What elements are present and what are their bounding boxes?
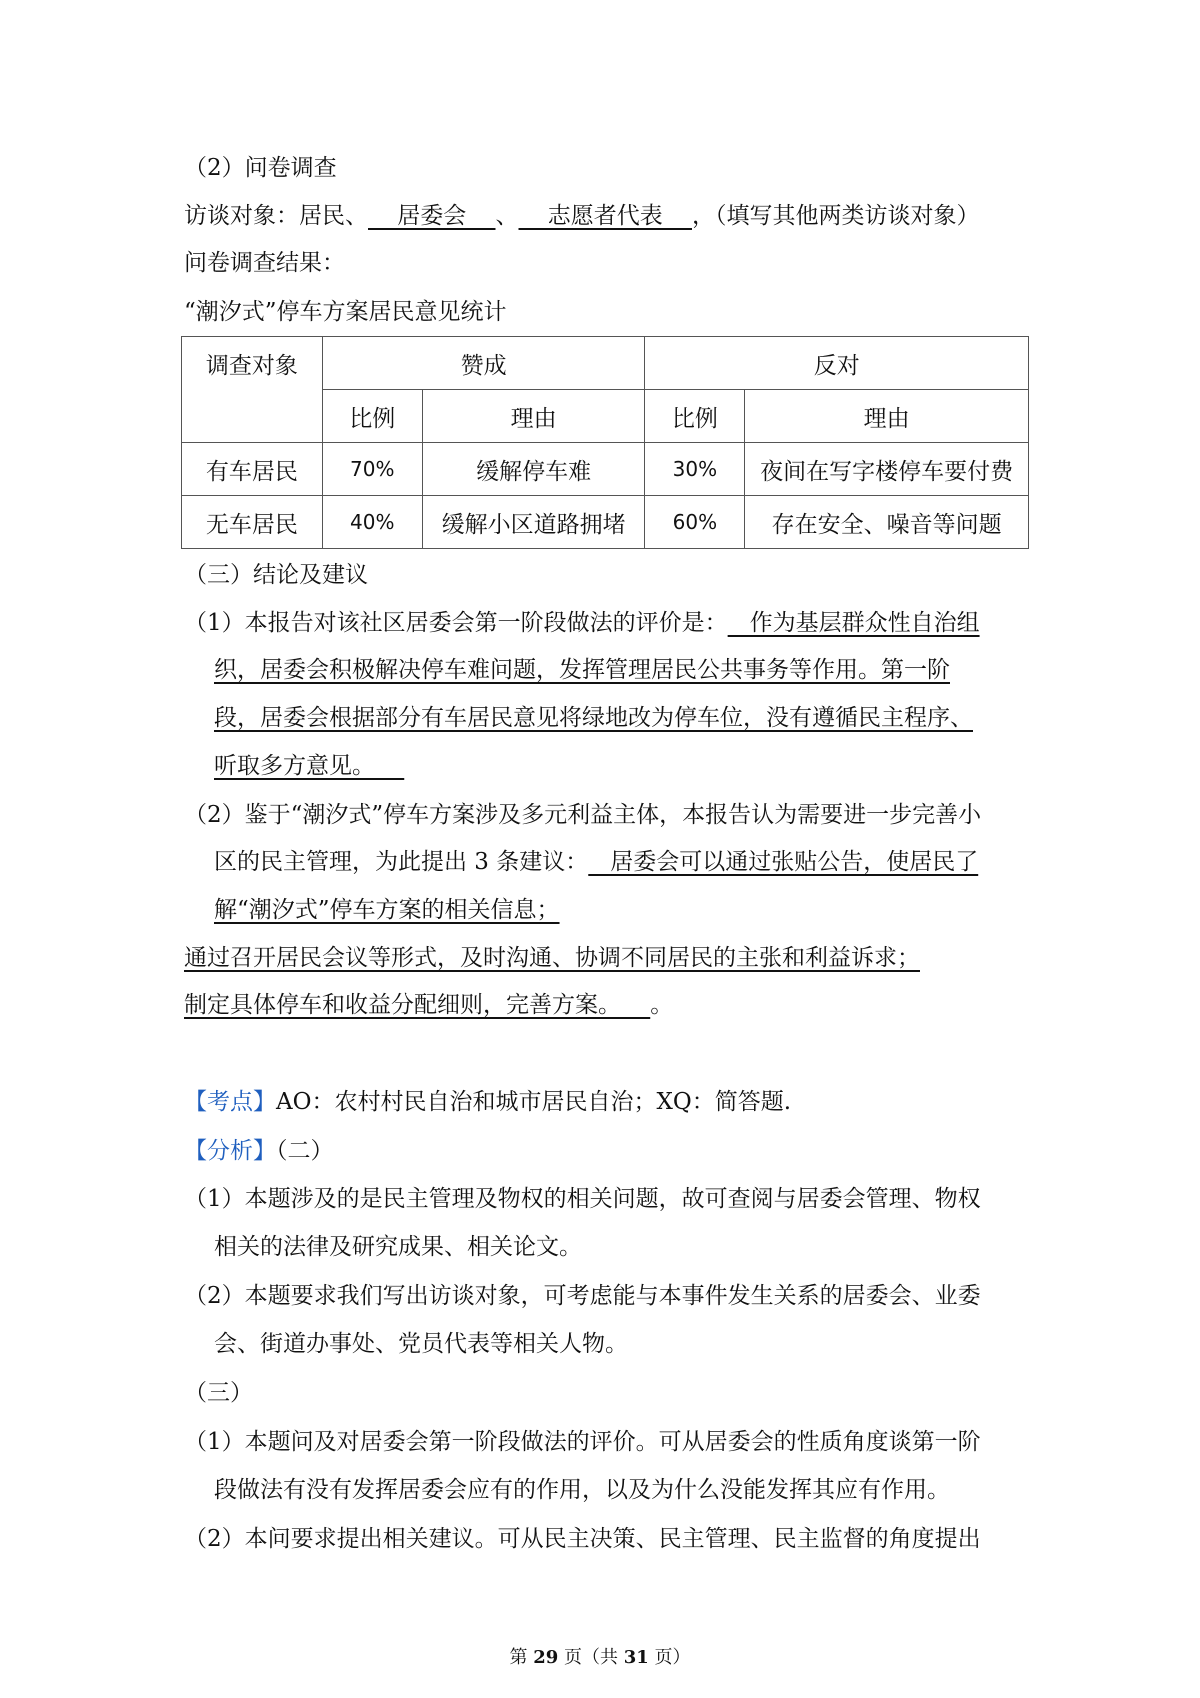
analysis-p5-line-1: （2）本问要求提出相关建议。可从民主决策、民主管理、民主监督的角度提出	[184, 1526, 981, 1552]
analysis-p1-line-1: （1）本题涉及的是民主管理及物权的相关问题，故可查阅与居委会管理、物权	[184, 1186, 981, 1212]
table-header-row	[182, 337, 1029, 390]
interview-answer-2: 志愿者代表	[518, 203, 692, 229]
header-subject: 调查对象	[182, 337, 323, 443]
kaodian-label: 【考点】	[184, 1089, 276, 1115]
row-oppose-reason: 存在安全、噪音等问题	[745, 496, 1029, 549]
interview-answer-1: 居委会	[368, 203, 496, 229]
section2-heading: （2）问卷调查	[184, 155, 337, 181]
analysis-p4-line-1: （1）本题问及对居委会第一阶段做法的评价。可从居委会的性质角度谈第一阶	[184, 1429, 981, 1455]
analysis-p4-line-2: 段做法有没有发挥居委会应有的作用，以及为什么没能发挥其应有作用。	[214, 1477, 950, 1503]
kaodian-line	[184, 1087, 791, 1117]
q2-end: 。	[650, 992, 674, 1018]
q1-line-1	[184, 608, 980, 638]
fenxi-label: 【分析】	[184, 1138, 276, 1164]
row-subject: 无车居民	[182, 496, 323, 549]
subheader-oppose-ratio: 比例	[645, 390, 745, 443]
footer-total-pages: 31	[623, 1647, 649, 1668]
subheader-agree-reason: 理由	[422, 390, 645, 443]
q1-prefix: （1）本报告对该社区居委会第一阶段做法的评价是：	[184, 610, 728, 636]
footer-page-number: 29	[533, 1647, 559, 1668]
analysis-p1-line-2: 相关的法律及研究成果、相关论文。	[214, 1234, 582, 1260]
analysis-p2-line-2: 会、街道办事处、党员代表等相关人物。	[214, 1331, 628, 1357]
result-label: 问卷调查结果：	[184, 250, 345, 276]
section3-heading: （三）结论及建议	[184, 562, 368, 588]
interview-line	[184, 201, 980, 231]
q1-answer-part-4: 听取多方意见。	[214, 753, 405, 779]
q1-answer-part-2: 织，居委会积极解决停车难问题，发挥管理居民公共事务等作用。第一阶	[214, 657, 950, 683]
footer-mid: 页（共	[558, 1647, 624, 1668]
fenxi-text: （二）	[276, 1138, 334, 1164]
q1-answer-part-3: 段，居委会根据部分有车居民意见将绿地改为停车位，没有遵循民主程序、	[214, 705, 973, 731]
header-agree: 赞成	[322, 337, 645, 390]
q2-prefix: 区的民主管理，为此提出 3 条建议：	[214, 849, 589, 875]
q2-answer-part-2: 解“潮汐式”停车方案的相关信息；	[214, 897, 560, 923]
row-agree-ratio: 70%	[322, 443, 422, 496]
survey-table	[181, 336, 1029, 549]
q2-answer-part-1: 居委会可以通过张贴公告，使居民了	[588, 849, 979, 875]
q2-line-1: （2）鉴于“潮汐式”停车方案涉及多元利益主体，本报告认为需要进一步完善小	[184, 802, 982, 828]
row-oppose-reason: 夜间在写字楼停车要付费	[745, 443, 1029, 496]
row-agree-reason: 缓解停车难	[422, 443, 645, 496]
row-subject: 有车居民	[182, 443, 323, 496]
q1-answer-part-1: 作为基层群众性自治组	[727, 610, 980, 636]
interview-prefix: 访谈对象：居民、	[184, 203, 368, 229]
q2-line-5	[184, 990, 673, 1020]
table-row	[182, 496, 1029, 549]
table-row	[182, 443, 1029, 496]
row-agree-ratio: 40%	[322, 496, 422, 549]
row-oppose-ratio: 30%	[645, 443, 745, 496]
analysis-p2-line-1: （2）本题要求我们写出访谈对象，可考虑能与本事件发生关系的居委会、业委	[184, 1283, 981, 1309]
row-oppose-ratio: 60%	[645, 496, 745, 549]
subheader-oppose-reason: 理由	[745, 390, 1029, 443]
subheader-agree-ratio: 比例	[322, 390, 422, 443]
interview-suffix: ，（填写其他两类访谈对象）	[692, 203, 980, 229]
table-title: “潮汐式”停车方案居民意见统计	[184, 299, 507, 325]
footer-pre: 第	[509, 1647, 534, 1668]
fenxi-line	[184, 1136, 334, 1166]
q2-answer-part-4: 制定具体停车和收益分配细则，完善方案。	[184, 992, 651, 1018]
header-oppose: 反对	[645, 337, 1029, 390]
q2-line-2	[214, 847, 978, 877]
page-footer	[0, 1646, 1200, 1670]
analysis-p3: （三）	[184, 1380, 253, 1406]
kaodian-text: AO：农村村民自治和城市居民自治；XQ：简答题.	[276, 1089, 792, 1115]
row-agree-reason: 缓解小区道路拥堵	[422, 496, 645, 549]
interview-separator: 、	[495, 203, 519, 229]
q2-answer-part-3: 通过召开居民会议等形式，及时沟通、协调不同居民的主张和利益诉求；	[184, 945, 920, 971]
footer-post: 页）	[648, 1647, 691, 1668]
